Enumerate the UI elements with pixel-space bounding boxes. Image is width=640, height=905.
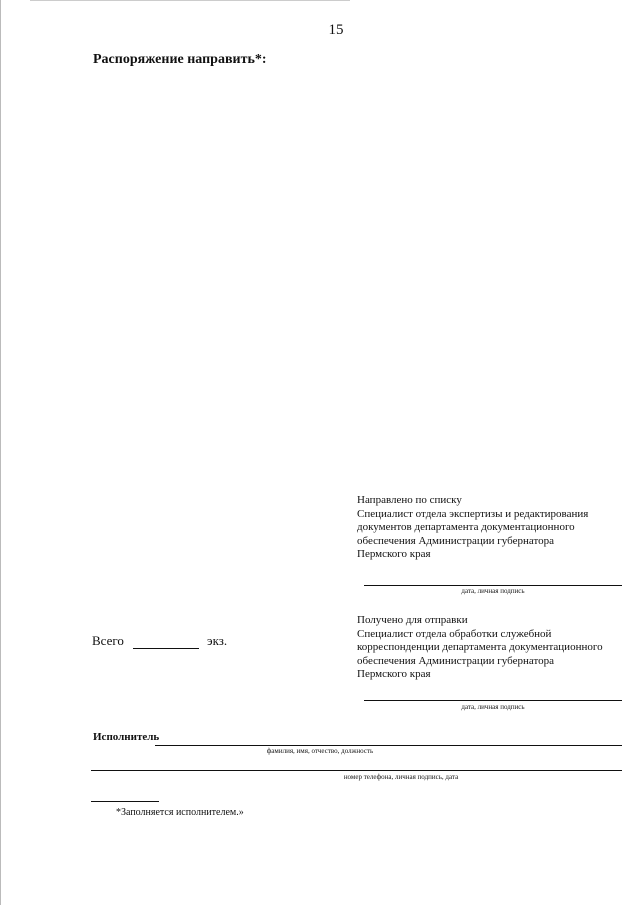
document-heading: Распоряжение направить*: (93, 52, 267, 67)
page-number: 15 (328, 22, 344, 38)
sent-line: обеспечения Администрации губернатора (357, 534, 554, 547)
sent-line: Направлено по списку (357, 494, 462, 506)
executor-phone-caption: номер телефона, личная подпись, дата (343, 773, 459, 781)
received-signature-caption: дата, личная подпись (461, 703, 525, 711)
sent-signature-line (364, 585, 622, 586)
sent-block (357, 494, 588, 562)
scan-edge (30, 0, 350, 1)
received-line: корреспонденции департамента документационного (357, 641, 603, 653)
executor-label: Исполнитель (93, 731, 160, 743)
footnote-separator (91, 801, 159, 802)
sent-line: Пермского края (357, 548, 431, 560)
executor-name-line (155, 745, 622, 746)
sent-line: документов департамента документационного (357, 521, 575, 533)
received-block (357, 614, 603, 682)
scan-edge (0, 0, 1, 905)
executor-phone-line (91, 770, 622, 771)
received-line: Пермского края (357, 668, 431, 680)
sent-line: Специалист отдела экспертизы и редактирования (357, 507, 589, 520)
total-unit: экз. (207, 633, 228, 648)
received-line: Специалист отдела обработки служебной (357, 627, 552, 640)
sent-signature-caption: дата, личная подпись (461, 587, 525, 595)
executor-name-caption: фамилия, имя, отчество, должность (266, 747, 374, 755)
received-line: Получено для отправки (357, 614, 468, 626)
received-line: обеспечения Администрации губернатора (357, 654, 554, 667)
total-label: Всего (92, 633, 124, 648)
received-signature-line (364, 700, 622, 701)
footnote: *Заполняется исполнителем.» (116, 807, 244, 818)
total-blank-line (133, 648, 199, 649)
